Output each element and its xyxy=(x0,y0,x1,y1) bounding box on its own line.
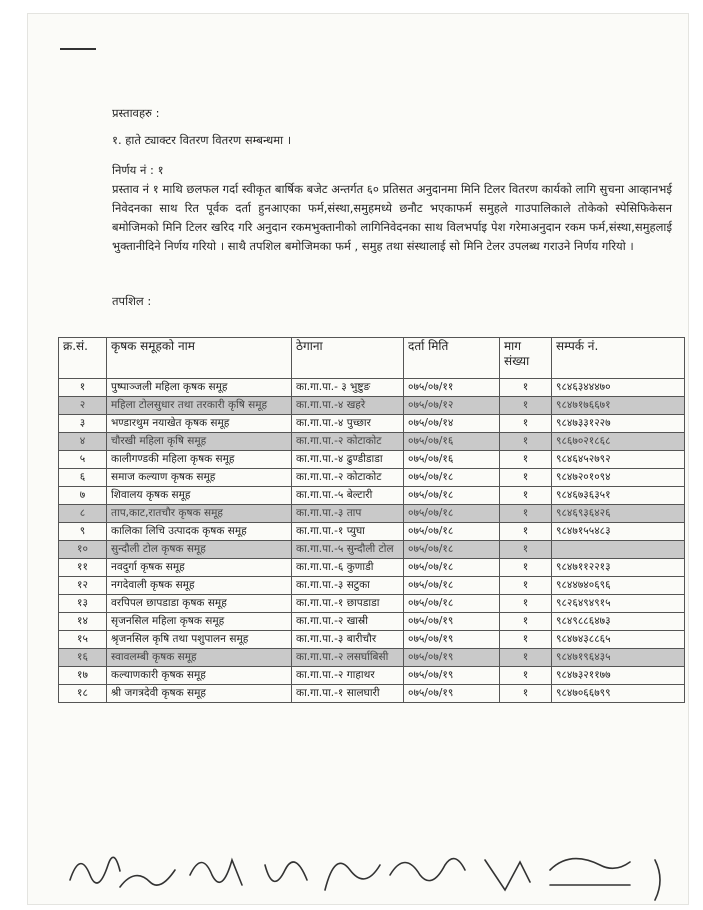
row-sn: १६ xyxy=(59,649,107,667)
row-address: का.गा.पा.-४ पुच्छार xyxy=(292,415,404,433)
row-name: समाज कल्याण कृषक समूह xyxy=(107,469,292,487)
row-qty: १ xyxy=(500,631,552,649)
row-sn: १५ xyxy=(59,631,107,649)
table-row xyxy=(59,631,685,649)
row-sn: १८ xyxy=(59,685,107,703)
row-name: कल्याणकारी कृषक समूह xyxy=(107,667,292,685)
row-date: ०७५/०७/१८ xyxy=(404,577,500,595)
row-date: ०७५/०७/१९ xyxy=(404,649,500,667)
row-qty: १ xyxy=(500,595,552,613)
table-row xyxy=(59,595,685,613)
row-address: का.गा.पा.-४ ढुण्डीडाडा xyxy=(292,451,404,469)
row-date: ०७५/०७/१८ xyxy=(404,595,500,613)
row-sn: १७ xyxy=(59,667,107,685)
table-row xyxy=(59,685,685,703)
row-name: शिवालय कृषक समूह xyxy=(107,487,292,505)
row-qty: १ xyxy=(500,649,552,667)
row-contact: ९८४७४३८८६५ xyxy=(552,631,685,649)
row-contact: ९८४७११२२१३ xyxy=(552,559,685,577)
row-date: ०७५/०७/१८ xyxy=(404,469,500,487)
row-name: स्वावलम्बी कृषक समूह xyxy=(107,649,292,667)
row-sn: १२ xyxy=(59,577,107,595)
row-date: ०७५/०७/१९ xyxy=(404,685,500,703)
row-name: ताप,काट,रातचौर कृषक समूह xyxy=(107,505,292,523)
row-sn: ४ xyxy=(59,433,107,451)
row-name: श्री जगत्रदेवी कृषक समूह xyxy=(107,685,292,703)
row-name: कालीगण्डकी महिला कृषक समूह xyxy=(107,451,292,469)
table-row xyxy=(59,613,685,631)
row-name: चौरखी महिला कृषि समूह xyxy=(107,433,292,451)
row-sn: २ xyxy=(59,397,107,415)
row-name: नवदुर्गा कृषक समूह xyxy=(107,559,292,577)
table-row xyxy=(59,415,685,433)
row-date: ०७५/०७/१४ xyxy=(404,415,500,433)
table-row xyxy=(59,505,685,523)
row-address: का.गा.पा.-१ प्युघा xyxy=(292,523,404,541)
row-qty: १ xyxy=(500,505,552,523)
row-qty: १ xyxy=(500,577,552,595)
row-contact: ९८४४७४०६९६ xyxy=(552,577,685,595)
row-contact: ९८४६४५२७९२ xyxy=(552,451,685,469)
row-qty: १ xyxy=(500,667,552,685)
row-contact: ९८६७०२१८६८ xyxy=(552,433,685,451)
row-address: का.गा.पा.-३ सटुका xyxy=(292,577,404,595)
row-name: कालिका लिचि उत्पादक कृषक समूह xyxy=(107,523,292,541)
col-header-sn: क्र.सं. xyxy=(59,338,107,379)
signatures-drawing xyxy=(30,835,690,905)
row-sn: ७ xyxy=(59,487,107,505)
row-name: श्रृजनसिल कृषि तथा पशुपालन समूह xyxy=(107,631,292,649)
table-row xyxy=(59,469,685,487)
row-qty: १ xyxy=(500,523,552,541)
row-contact: ९८४७१५५४८३ xyxy=(552,523,685,541)
row-name: वरपिपल छापडाडा कृषक समूह xyxy=(107,595,292,613)
row-date: ०७५/०७/१२ xyxy=(404,397,500,415)
row-name: भण्डारथुम नयाखेत कृषक समूह xyxy=(107,415,292,433)
row-sn: १४ xyxy=(59,613,107,631)
row-contact: ९८४७३३१२२७ xyxy=(552,415,685,433)
row-name: नगदेवाली कृषक समूह xyxy=(107,577,292,595)
row-address: का.गा.पा.-५ सुन्दौली टोल xyxy=(292,541,404,559)
row-contact: ९८४९८८६४७३ xyxy=(552,613,685,631)
row-date: ०७५/०७/१८ xyxy=(404,505,500,523)
row-contact: ९८४६७३६३५१ xyxy=(552,487,685,505)
row-date: ०७५/०७/११ xyxy=(404,379,500,397)
col-header-date: दर्ता मिति xyxy=(404,338,500,379)
row-date: ०७५/०७/१६ xyxy=(404,451,500,469)
row-qty: १ xyxy=(500,433,552,451)
col-header-name: कृषक समूहको नाम xyxy=(107,338,292,379)
row-qty: १ xyxy=(500,541,552,559)
row-date: ०७५/०७/१८ xyxy=(404,541,500,559)
row-address: का.गा.पा.-६ कुणाडी xyxy=(292,559,404,577)
row-date: ०७५/०७/१८ xyxy=(404,523,500,541)
row-contact: ९८४७०६६७९९ xyxy=(552,685,685,703)
list-title: तपशिल : xyxy=(112,294,152,308)
table-row xyxy=(59,577,685,595)
margin-mark xyxy=(60,48,96,50)
col-header-qty: माग संख्या xyxy=(500,338,552,379)
row-address: का.गा.पा.-३ बारीचौर xyxy=(292,631,404,649)
row-date: ०७५/०७/१८ xyxy=(404,487,500,505)
row-qty: १ xyxy=(500,451,552,469)
decision-number: निर्णय नं : १ xyxy=(112,163,164,177)
signatures xyxy=(30,835,690,905)
row-name: पुष्पाञ्जली महिला कृषक समूह xyxy=(107,379,292,397)
table-row xyxy=(59,433,685,451)
row-date: ०७५/०७/१८ xyxy=(404,559,500,577)
col-header-contact: सम्पर्क नं. xyxy=(552,338,685,379)
row-contact: ९८४७२०१०९४ xyxy=(552,469,685,487)
row-sn: १० xyxy=(59,541,107,559)
table-row xyxy=(59,649,685,667)
row-contact: ९८४७१७६६७१ xyxy=(552,397,685,415)
row-contact: ९८४७३२११७७ xyxy=(552,667,685,685)
table-row xyxy=(59,667,685,685)
col-header-address: ठेगाना xyxy=(292,338,404,379)
row-address: का.गा.पा.-२ गाहाथर xyxy=(292,667,404,685)
row-sn: १३ xyxy=(59,595,107,613)
row-sn: ६ xyxy=(59,469,107,487)
row-contact xyxy=(552,541,685,559)
row-address: का.गा.पा.-१ सालघारी xyxy=(292,685,404,703)
table-row xyxy=(59,379,685,397)
row-sn: ५ xyxy=(59,451,107,469)
table-header-row xyxy=(59,338,685,379)
table-row xyxy=(59,451,685,469)
row-address: का.गा.पा.-३ ताप xyxy=(292,505,404,523)
table-row xyxy=(59,541,685,559)
row-address: का.गा.पा.-२ कोटाकोट xyxy=(292,469,404,487)
decision-text: प्रस्ताव नं १ माथि छलफल गर्दा स्वीकृत बार्षिक बजेट अन्तर्गत ६० प्रतिसत अनुदानमा मिनि टिलर वितरण कार्यको लागि सुचना आव्हानभई निवेदनका साथ रित पूर्वक दर्ता हुनआएका फर्म,संस्था,समुहमध्ये छनौट भएकाफर्म समुहले गाउपालिकाले तोकेको स्पेसिफिकेसन बमोजिमको मिनि टिलर खरिद गरि अनुदान रकमभुक्तानीको लागिनिवेदनका साथ विलभर्पाइ पेश गरेमाअनुदान रकम फर्म,संस्था,समुहलाई भुक्तानीदिने निर्णय गरियो । साथै तपशिल बमोजिमका फर्म , समुह तथा संस्थालाई सो मिनि टेलर उपलब्ध गराउने निर्णय गरियो । xyxy=(112,182,672,253)
row-date: ०७५/०७/१९ xyxy=(404,667,500,685)
row-qty: १ xyxy=(500,379,552,397)
row-name: सृजनसिल महिला कृषक समूह xyxy=(107,613,292,631)
row-contact: ९८४६३४४४७० xyxy=(552,379,685,397)
row-address: का.गा.पा.-१ छापडाडा xyxy=(292,595,404,613)
row-address: का.गा.पा.-२ लसर्घाबिसी xyxy=(292,649,404,667)
proposal-heading: प्रस्तावहरु : xyxy=(112,106,160,120)
row-qty: १ xyxy=(500,613,552,631)
row-address: का.गा.पा.-२ कोटाकोट xyxy=(292,433,404,451)
row-sn: १ xyxy=(59,379,107,397)
proposal-item: १. हाते ट्याक्टर वितरण वितरण सम्बन्धमा । xyxy=(112,133,292,147)
row-sn: ११ xyxy=(59,559,107,577)
table-row xyxy=(59,523,685,541)
row-date: ०७५/०७/१९ xyxy=(404,631,500,649)
row-name: महिला टोलसुधार तथा तरकारी कृषि समूह xyxy=(107,397,292,415)
row-sn: ३ xyxy=(59,415,107,433)
row-contact: ९८४७१९६४३५ xyxy=(552,649,685,667)
row-date: ०७५/०७/१९ xyxy=(404,613,500,631)
table-row xyxy=(59,559,685,577)
row-sn: ९ xyxy=(59,523,107,541)
row-address: का.गा.पा.- ३ भुष्टुङ xyxy=(292,379,404,397)
row-qty: १ xyxy=(500,415,552,433)
row-date: ०७५/०७/१६ xyxy=(404,433,500,451)
table-row xyxy=(59,487,685,505)
row-address: का.गा.पा.-५ बेल्टारी xyxy=(292,487,404,505)
row-qty: १ xyxy=(500,469,552,487)
row-address: का.गा.पा.-२ खास्री xyxy=(292,613,404,631)
row-contact: ९८४६९३६४२६ xyxy=(552,505,685,523)
row-sn: ८ xyxy=(59,505,107,523)
row-name: सुन्दौली टोल कृषक समूह xyxy=(107,541,292,559)
row-qty: १ xyxy=(500,487,552,505)
row-contact: ९८२६४९४९१५ xyxy=(552,595,685,613)
row-qty: १ xyxy=(500,397,552,415)
row-qty: १ xyxy=(500,685,552,703)
table-row xyxy=(59,397,685,415)
row-qty: १ xyxy=(500,559,552,577)
row-address: का.गा.पा.-४ खहरे xyxy=(292,397,404,415)
farmer-groups-table xyxy=(58,337,685,703)
